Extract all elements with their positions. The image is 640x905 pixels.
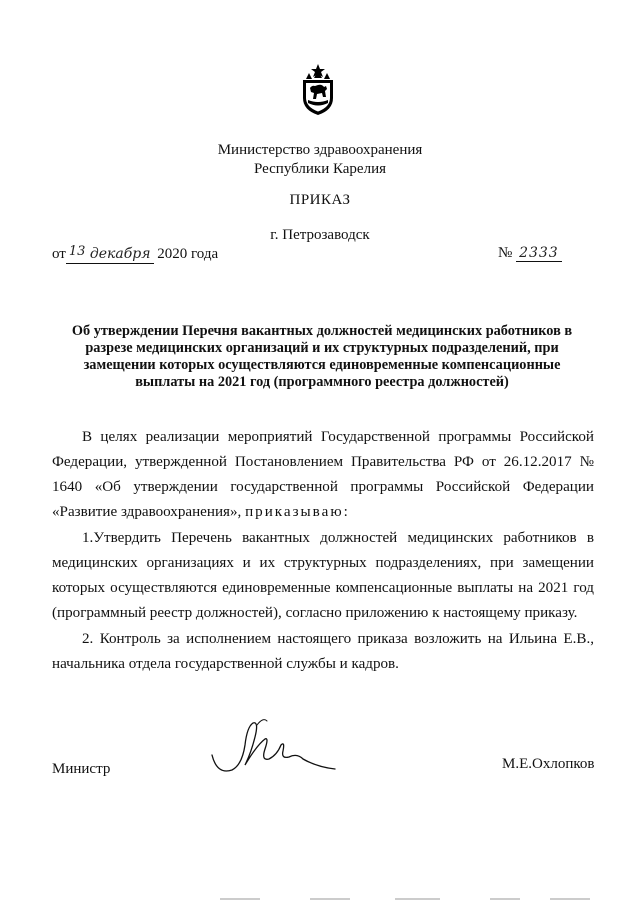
signer-position: Министр	[52, 761, 111, 777]
ministry-name-line2: Республики Карелия	[253, 161, 387, 177]
order-word: приказываю:	[245, 504, 350, 520]
date-month: декабря	[89, 246, 151, 262]
document-title: Об утверждении Перечня вакантных должностей медицинских работников в разрезе медицинских организаций и их структурных подразделений, при замещении которых осуществляются единовременные компенсационные выплаты на 2021 год (программного реестра должностей)	[71, 323, 573, 390]
number-handwritten: 2333	[516, 245, 562, 262]
intro-text: В целях реализации мероприятий Государственной программы Российской Федерации, утвержденной Постановлением Правительства РФ от 26.12.2017 № 1640 «Об утверждении государственной программы Российской Федерации «Развитие здравоохранения»,	[52, 429, 594, 520]
scan-edge-marks	[220, 896, 600, 902]
date-year: 2020 года	[157, 246, 219, 262]
handwritten-signature-icon	[207, 715, 342, 785]
date-prefix: от	[52, 246, 66, 262]
number-prefix: №	[498, 245, 513, 261]
document-type: ПРИКАЗ	[289, 192, 351, 208]
intro-paragraph	[52, 425, 594, 525]
document-date	[52, 246, 218, 264]
document-city: г. Петрозаводск	[270, 227, 370, 243]
order-item-1: 1.Утвердить Перечень вакантных должностей медицинских работников в медицинских организациях и их структурных подразделениях, при замещении которых осуществляются единовременные компенсационные выплаты на 2021 год (программный реестр должностей), согласно приложению к настоящему приказу.	[52, 530, 594, 621]
document-number	[498, 245, 562, 262]
ministry-name-line1: Министерство здравоохранения	[217, 142, 423, 158]
signer-name: М.Е.Охлопков	[502, 756, 595, 772]
date-handwritten	[66, 246, 154, 264]
date-day: 13	[68, 244, 86, 259]
karelia-coat-of-arms-icon	[298, 64, 338, 116]
order-item-2: 2. Контроль за исполнением настоящего приказа возложить на Ильина Е.В., начальника отдела государственной службы и кадров.	[52, 631, 594, 672]
